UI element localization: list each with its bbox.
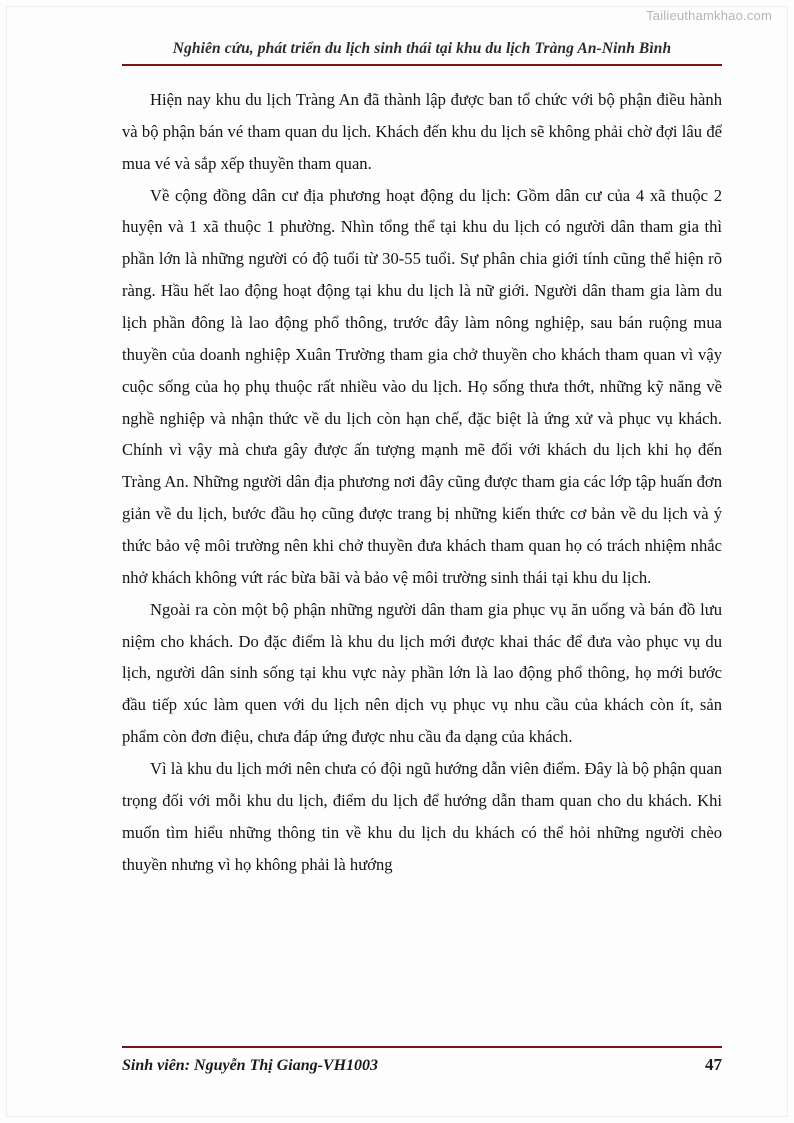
page-footer: [122, 1046, 722, 1075]
paragraph: Ngoài ra còn một bộ phận những người dân tham gia phục vụ ăn uống và bán đồ lưu niệm cho khách. Do đặc điểm là khu du lịch mới được khai thác để đưa vào phục vụ du lịch, người dân sinh sống tại khu vực này phần lớn là lao động phổ thông, họ mới bước đầu tiếp xúc làm quen với du lịch nên dịch vụ phục vụ nhu cầu của khách còn ít, sản phẩm còn đơn điệu, chưa đáp ứng được nhu cầu đa dạng của khách.: [122, 599, 722, 747]
header-divider: [122, 64, 722, 66]
footer-row: [122, 1048, 722, 1075]
running-header-title: Nghiên cứu, phát triển du lịch sinh thái tại khu du lịch Tràng An-Ninh Bình: [172, 40, 672, 57]
paragraph: Vì là khu du lịch mới nên chưa có đội ngũ hướng dẫn viên điểm. Đây là bộ phận quan trọng đối với mỗi khu du lịch, điểm du lịch để hướng dẫn tham quan cho du khách. Khi muốn tìm hiểu những thông tin về khu du lịch du khách có thể hỏi những người chèo thuyền nhưng vì họ không phải là hướng: [122, 759, 722, 874]
watermark-text: Tailieuthamkhao.com: [646, 8, 772, 23]
paragraph: Hiện nay khu du lịch Tràng An đã thành lập được ban tổ chức với bộ phận điều hành và bộ phận bán vé tham quan du lịch. Khách đến khu du lịch sẽ không phải chờ đợi lâu để mua vé và sắp xếp thuyền tham quan.: [122, 90, 722, 173]
body-text-block: [122, 84, 722, 880]
page-content: [122, 40, 722, 880]
page-number: 47: [705, 1055, 722, 1074]
paragraph: Về cộng đồng dân cư địa phương hoạt động du lịch: Gồm dân cư của 4 xã thuộc 2 huyện và 1 xã thuộc 1 phường. Nhìn tổng thể tại khu du lịch có người dân tham gia thì phần lớn là những người có độ tuổi từ 30-55 tuổi. Sự phân chia giới tính cũng thể hiện rõ ràng. Hầu hết lao động hoạt động tại khu du lịch là nữ giới. Người dân tham gia làm du lịch phần đông là lao động phổ thông, trước đây làm nông nghiệp, sau bán ruộng mua thuyền của doanh nghiệp Xuân Trường tham gia chở thuyền cho khách tham quan vì vậy cuộc sống của họ phụ thuộc rất nhiều vào du lịch. Họ sống thưa thớt, những kỹ năng về nghề nghiệp và nhận thức về du lịch còn hạn chế, đặc biệt là ứng xử và phục vụ khách. Chính vì vậy mà chưa gây được ấn tượng mạnh mẽ đối với khách du lịch khi họ đến Tràng An. Những người dân địa phương nơi đây cũng được tham gia các lớp tập huấn đơn giản về du lịch, bước đầu họ cũng được trang bị những kiến thức cơ bản về du lịch và ý thức bảo vệ môi trường nên khi chở thuyền đưa khách tham quan họ có trách nhiệm nhắc nhở khách không vứt rác bừa bãi và bảo vệ môi trường sinh thái tại khu du lịch.: [122, 185, 722, 587]
footer-student-name: Sinh viên: Nguyễn Thị Giang-VH1003: [122, 1057, 379, 1074]
